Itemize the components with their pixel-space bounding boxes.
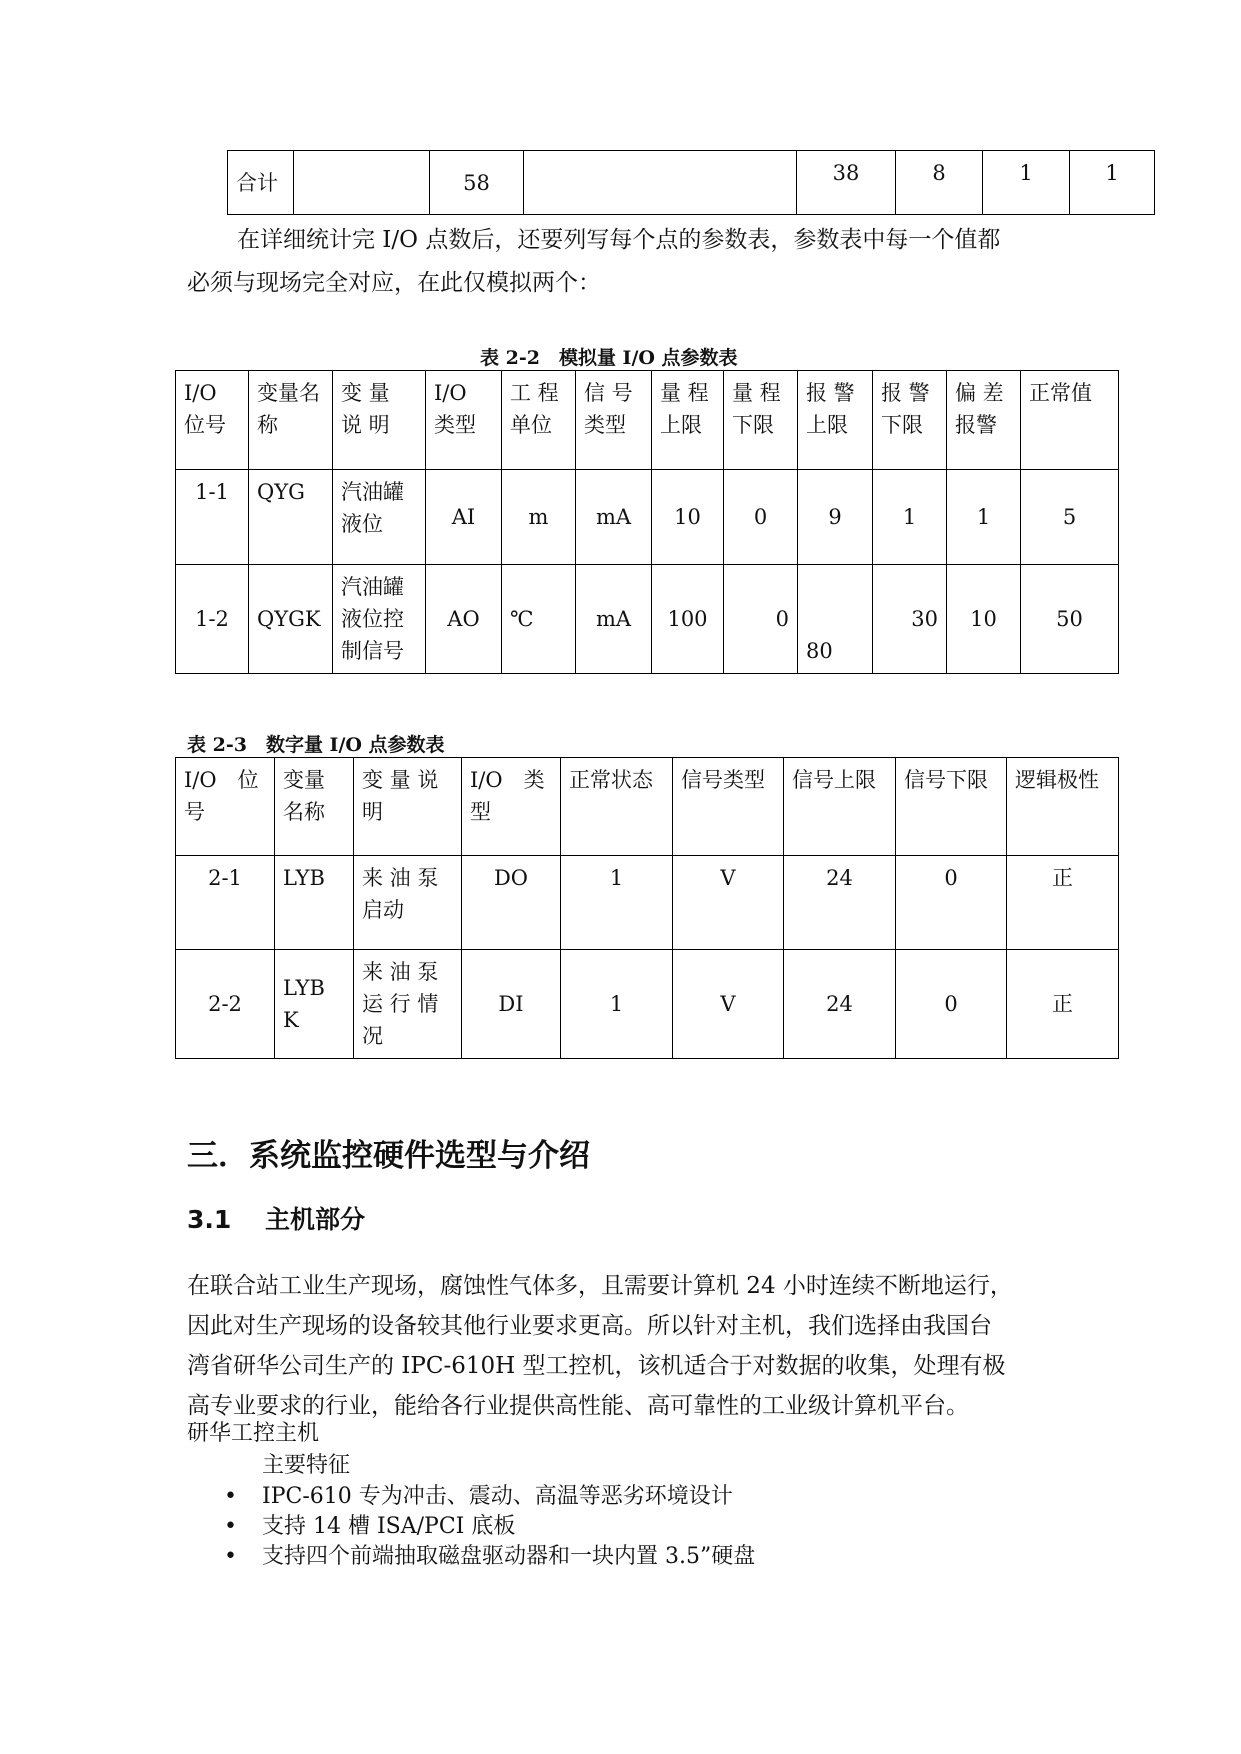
header-cell: 量 程 上限 xyxy=(652,371,724,470)
header-cell: 工 程 单位 xyxy=(502,371,576,470)
table-analog-caption: 表 2-2 模拟量 I/O 点参数表 xyxy=(480,347,738,369)
bullet-icon: • xyxy=(224,1484,237,1509)
header-cell: I/O 类型 xyxy=(462,758,561,856)
feature-text: 支持四个前端抽取磁盘驱动器和一块内置 3.5”硬盘 xyxy=(262,1544,756,1569)
bullet-icon: • xyxy=(224,1514,237,1539)
header-cell: 报 警 下限 xyxy=(873,371,947,470)
table-cell: 0 xyxy=(724,565,798,674)
table-cell: AI xyxy=(426,470,502,565)
table-cell: 24 xyxy=(784,950,896,1059)
table-cell: 1 xyxy=(947,470,1021,565)
header-cell: 信号类型 xyxy=(673,758,784,856)
header-cell: 变 量 说 明 xyxy=(354,758,462,856)
summary-cell xyxy=(294,151,430,215)
intro-line: 必须与现场完全对应，在此仅模拟两个： xyxy=(187,270,601,296)
section-title: 三．系统监控硬件选型与介绍 xyxy=(187,1138,590,1174)
subsection-label: 主机部分 xyxy=(265,1205,366,1234)
table-cell: V xyxy=(673,856,784,950)
header-cell: 正常状态 xyxy=(561,758,673,856)
table-cell: 1 xyxy=(873,470,947,565)
table-cell: 2-1 xyxy=(176,856,275,950)
host-name: 研华工控主机 xyxy=(187,1421,320,1446)
summary-cell xyxy=(524,151,797,215)
body-line: 高专业要求的行业，能给各行业提供高性能、高可靠性的工业级计算机平台。 xyxy=(187,1393,969,1419)
feature-list xyxy=(224,1482,755,1572)
table-digital-caption: 表 2-3 数字量 I/O 点参数表 xyxy=(187,734,445,756)
table-cell: QYG xyxy=(249,470,333,565)
summary-cell: 58 xyxy=(430,151,524,215)
header-cell: I/O 位号 xyxy=(176,758,275,856)
table-cell: DI xyxy=(462,950,561,1059)
table-cell: 10 xyxy=(947,565,1021,674)
table-cell: 100 xyxy=(652,565,724,674)
table-cell: 24 xyxy=(784,856,896,950)
header-cell: 信号下限 xyxy=(896,758,1007,856)
summary-cell: 1 xyxy=(1070,151,1155,215)
header-cell: 信 号 类型 xyxy=(576,371,652,470)
table-cell: V xyxy=(673,950,784,1059)
table-row xyxy=(176,856,1119,950)
header-cell: 变量名称 xyxy=(249,371,333,470)
summary-cell: 38 xyxy=(797,151,896,215)
table-row xyxy=(176,470,1119,565)
header-cell: I/O 位号 xyxy=(176,371,249,470)
body-line: 在联合站工业生产现场，腐蚀性气体多，且需要计算机 24 小时连续不断地运行， xyxy=(187,1273,1013,1299)
header-cell: 信号上限 xyxy=(784,758,896,856)
list-item xyxy=(224,1482,755,1512)
table-cell: 9 xyxy=(798,470,873,565)
table-cell: 1-1 xyxy=(176,470,249,565)
header-cell: 变量名称 xyxy=(275,758,354,856)
feature-text: IPC-610 专为冲击、震动、高温等恶劣环境设计 xyxy=(262,1484,733,1509)
digital-io-table xyxy=(175,757,1119,1059)
bullet-icon: • xyxy=(224,1544,237,1569)
table-cell: DO xyxy=(462,856,561,950)
table-cell: mA xyxy=(576,565,652,674)
list-item xyxy=(224,1512,755,1542)
table-cell: AO xyxy=(426,565,502,674)
header-cell: 变 量 说 明 xyxy=(333,371,426,470)
table-cell: 10 xyxy=(652,470,724,565)
table-cell: 1-2 xyxy=(176,565,249,674)
header-cell: 正常值 xyxy=(1021,371,1119,470)
table-cell: 正 xyxy=(1007,856,1119,950)
table-cell: 来 油 泵 启动 xyxy=(354,856,462,950)
header-cell: 报 警 上限 xyxy=(798,371,873,470)
header-cell: 逻辑极性 xyxy=(1007,758,1119,856)
table-row xyxy=(176,950,1119,1059)
table-cell: ℃ xyxy=(502,565,576,674)
analog-io-table xyxy=(175,370,1119,674)
table-cell: LYB xyxy=(275,856,354,950)
table-cell: 2-2 xyxy=(176,950,275,1059)
table-cell: 汽油罐液位控制信号 xyxy=(333,565,426,674)
table-cell: 50 xyxy=(1021,565,1119,674)
summary-cell: 8 xyxy=(896,151,983,215)
table-cell: 汽油罐液位 xyxy=(333,470,426,565)
table-row xyxy=(176,565,1119,674)
table-cell: 来 油 泵 运 行 情 况 xyxy=(354,950,462,1059)
summary-cell: 1 xyxy=(983,151,1070,215)
table-cell: mA xyxy=(576,470,652,565)
body-line: 因此对生产现场的设备较其他行业要求更高。所以针对主机，我们选择由我国台 xyxy=(187,1313,992,1339)
feature-text: 支持 14 槽 ISA/PCI 底板 xyxy=(262,1514,516,1539)
table-cell: 正 xyxy=(1007,950,1119,1059)
header-cell: 量 程 下限 xyxy=(724,371,798,470)
table-cell: QYGK xyxy=(249,565,333,674)
table-cell: 5 xyxy=(1021,470,1119,565)
table-cell: 0 xyxy=(724,470,798,565)
body-line: 湾省研华公司生产的 IPC-610H 型工控机，该机适合于对数据的收集，处理有极 xyxy=(187,1353,1006,1379)
intro-line: 在详细统计完 I/O 点数后，还要列写每个点的参数表，参数表中每一个值都 xyxy=(237,227,1001,253)
table-cell: 80 xyxy=(798,565,873,674)
summary-label: 合计 xyxy=(228,151,294,215)
subsection-number: 3.1 xyxy=(187,1205,232,1234)
table-cell: 30 xyxy=(873,565,947,674)
subsection-title xyxy=(187,1200,365,1236)
table-cell: 0 xyxy=(896,950,1007,1059)
table-cell: 1 xyxy=(561,856,673,950)
table-cell: LYBK xyxy=(275,950,354,1059)
table-cell: 0 xyxy=(896,856,1007,950)
list-item xyxy=(224,1542,755,1572)
table-cell: 1 xyxy=(561,950,673,1059)
summary-table xyxy=(227,150,1155,215)
table-cell: m xyxy=(502,470,576,565)
features-title: 主要特征 xyxy=(262,1453,351,1478)
header-cell: 偏 差 报警 xyxy=(947,371,1021,470)
header-cell: I/O 类型 xyxy=(426,371,502,470)
